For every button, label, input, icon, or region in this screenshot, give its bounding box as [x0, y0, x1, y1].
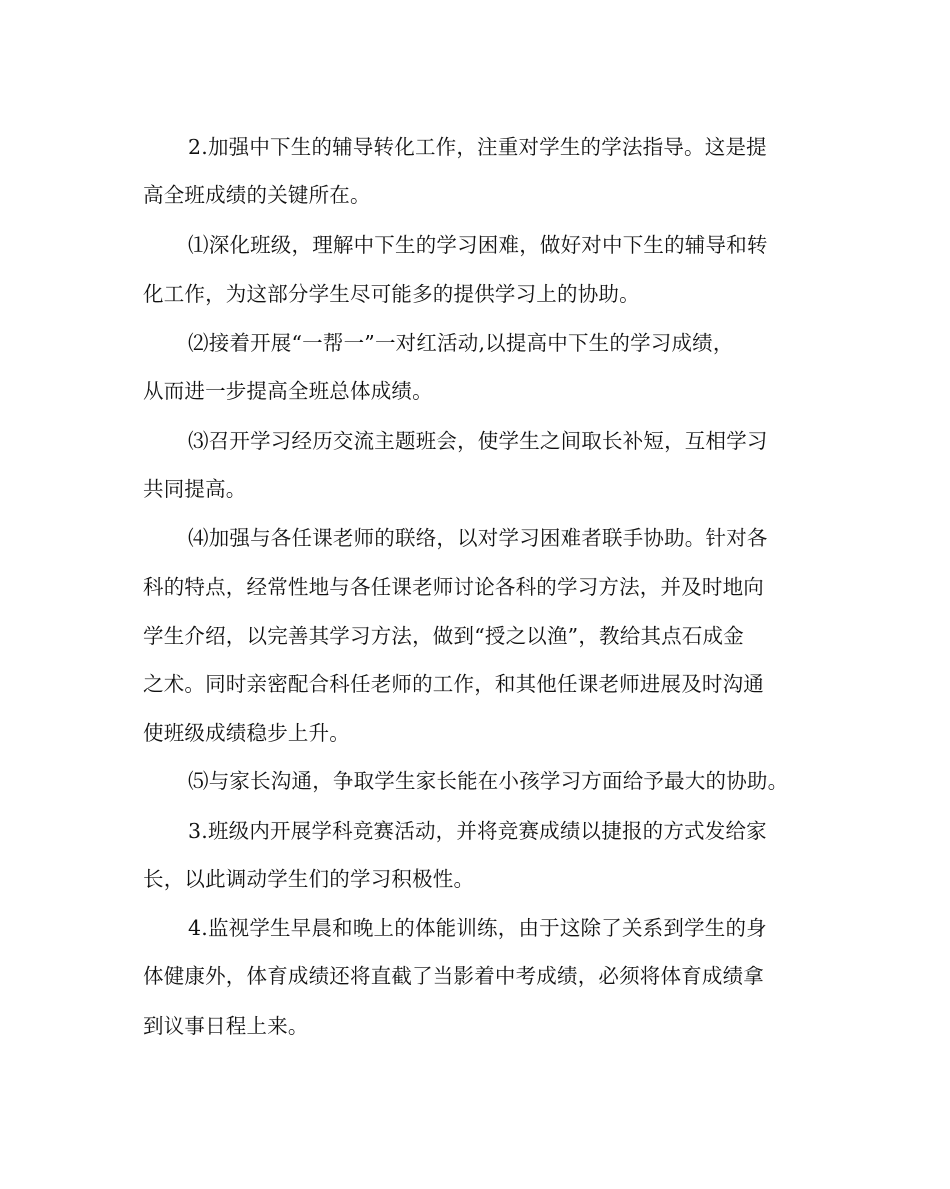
paragraph-8-line-3: 到议事日程上来。: [143, 1014, 309, 1038]
paragraph-4-line-1: ⑶召开学习经历交流主题班会，使学生之间取长补短，互相学习: [188, 429, 768, 453]
paragraph-3-line-2: 从而进一步提高全班总体成绩。: [143, 379, 433, 403]
paragraph-5-line-2: 科的特点，经常性地与各任课老师讨论各科的学习方法，并及时地向: [143, 575, 764, 599]
paragraph-5-line-4: 之术。同时亲密配合科任老师的工作，和其他任课老师进展及时沟通: [143, 672, 764, 696]
paragraph-5-line-3: 学生介绍，以完善其学习方法，做到“授之以渔”，教给其点石成金: [143, 624, 744, 648]
paragraph-7-line-2: 长，以此调动学生们的学习积极性。: [143, 867, 475, 891]
paragraph-5-line-1: ⑷加强与各任课老师的联络，以对学习困难者联手协助。针对各: [188, 526, 768, 550]
paragraph-8-line-1: 4.监视学生早晨和晚上的体能训练，由于这除了关系到学生的身: [188, 916, 767, 940]
paragraph-6-line-1: ⑸与家长沟通，争取学生家长能在小孩学习方面给予最大的协助。: [188, 769, 789, 793]
paragraph-8-line-2: 体健康外，体育成绩还将直截了当影着中考成绩，必须将体育成绩拿: [143, 964, 764, 988]
paragraph-3-line-1: ⑵接着开展“一帮一”一对红活动,以提高中下生的学习成绩，: [188, 331, 734, 355]
paragraph-5-line-5: 使班级成绩稳步上升。: [143, 721, 350, 745]
paragraph-1-line-1: 2.加强中下生的辅导转化工作，注重对学生的学法指导。这是提: [188, 135, 767, 159]
paragraph-4-line-2: 共同提高。: [143, 477, 247, 501]
paragraph-1-line-2: 高全班成绩的关键所在。: [143, 183, 371, 207]
paragraph-7-line-1: 3.班级内开展学科竞赛活动，并将竞赛成绩以捷报的方式发给家: [188, 819, 767, 843]
paragraph-2-line-2: 化工作，为这部分学生尽可能多的提供学习上的协助。: [143, 282, 640, 306]
paragraph-2-line-1: ⑴深化班级，理解中下生的学习困难，做好对中下生的辅导和转: [188, 233, 768, 257]
